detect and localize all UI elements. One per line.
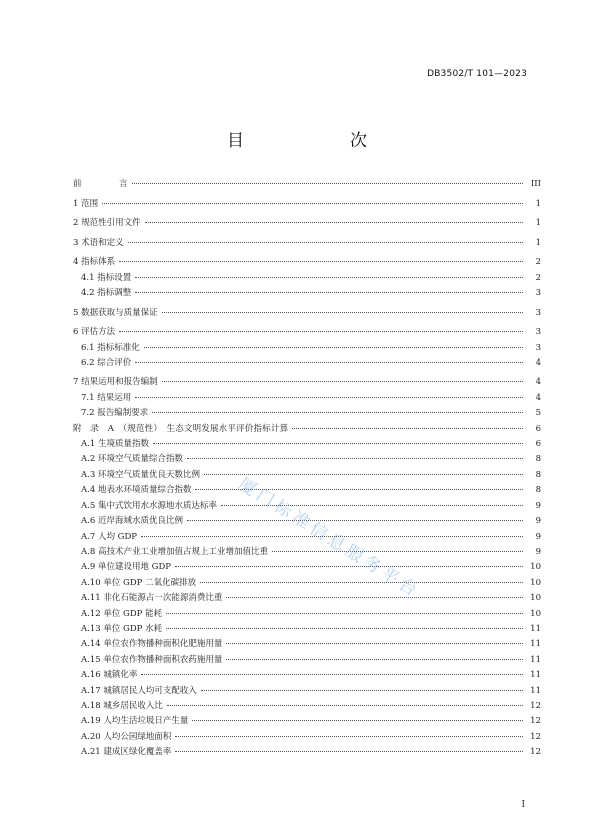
toc-entry-label: A.6 近岸海域水质优良比例	[81, 516, 183, 527]
toc-entry-page: 8	[535, 485, 541, 496]
dot-leader	[201, 690, 523, 691]
toc-entry-page: 11	[530, 654, 541, 665]
dot-leader	[135, 397, 523, 398]
toc-entry-label: A.17 城镇居民人均可支配收入	[81, 685, 197, 696]
toc-entry-page: 5	[535, 408, 541, 419]
dot-leader	[153, 443, 523, 444]
dot-leader	[175, 751, 523, 752]
toc-entry-label: A.19 人均生活垃圾日产生量	[81, 716, 189, 727]
toc-entry-label: 7.2 报告编制要求	[81, 408, 149, 419]
page-title: 目 次	[227, 131, 391, 151]
toc-entry-page: 8	[535, 454, 541, 465]
toc-entry-page: 11	[530, 623, 541, 634]
toc-entry-page: 4	[535, 392, 541, 403]
dot-leader	[141, 674, 523, 675]
toc-entry-label: A.16 城镇化率	[81, 670, 138, 681]
toc-entry-label: A.4 地表水环境质量综合指数	[81, 485, 192, 496]
toc-entry-page: 10	[530, 593, 541, 604]
dot-leader	[119, 261, 523, 262]
toc-entry[interactable]	[73, 699, 541, 714]
toc-entry[interactable]	[73, 637, 541, 652]
toc-entry[interactable]	[73, 714, 541, 729]
toc-entry[interactable]	[73, 576, 541, 591]
toc-entry-page: 10	[530, 577, 541, 588]
toc-entry-page: 1	[535, 237, 541, 248]
toc-entry-page: 4	[535, 357, 541, 368]
toc-entry[interactable]	[73, 356, 541, 371]
toc-entry[interactable]	[73, 437, 541, 452]
dot-leader	[226, 659, 523, 660]
toc-entry[interactable]	[73, 391, 541, 406]
toc-entry[interactable]	[73, 607, 541, 622]
toc-entry-page: 8	[535, 469, 541, 480]
dot-leader	[221, 505, 523, 506]
toc-entry-label: A.7 人均 GDP	[81, 531, 137, 542]
dot-leader	[195, 489, 523, 490]
dot-leader	[166, 613, 523, 614]
toc-entry-label: A.14 单位农作物播种面积化肥施用量	[81, 639, 223, 650]
dot-leader	[128, 242, 523, 243]
footer-page-number: I	[521, 800, 525, 810]
toc-entry-label: 6 评估方法	[73, 327, 116, 338]
toc-entry[interactable]	[73, 271, 541, 286]
dot-leader	[187, 520, 523, 521]
dot-leader	[187, 458, 523, 459]
toc-entry[interactable]	[73, 730, 541, 745]
toc-entry-page: 12	[530, 716, 541, 727]
toc-entry[interactable]	[73, 499, 541, 514]
toc-entry[interactable]	[73, 668, 541, 683]
dot-leader	[135, 292, 523, 293]
toc-entry[interactable]	[73, 306, 541, 321]
dot-leader	[162, 312, 523, 313]
toc-entry-label: A.15 单位农作物播种面积农药施用量	[81, 654, 223, 665]
toc-entry-page: 2	[535, 257, 541, 268]
toc-entry-label: 2 规范性引用文件	[73, 218, 141, 229]
table-of-contents	[73, 177, 541, 761]
toc-entry-page: 11	[530, 670, 541, 681]
toc-entry-page: 9	[535, 546, 541, 557]
toc-entry[interactable]	[73, 530, 541, 545]
toc-entry-label: 1 范围	[73, 198, 99, 209]
toc-entry-page: 12	[530, 731, 541, 742]
toc-entry-page: 1	[535, 198, 541, 209]
toc-entry[interactable]	[73, 560, 541, 575]
toc-entry[interactable]	[73, 591, 541, 606]
toc-entry-page: 6	[535, 423, 541, 434]
toc-entry[interactable]	[73, 375, 541, 390]
toc-entry[interactable]	[73, 255, 541, 270]
toc-entry-label: 3 术语和定义	[73, 237, 124, 248]
toc-entry-label: A.2 环境空气质量综合指数	[81, 454, 183, 465]
toc-entry-label: A.18 城乡居民收入比	[81, 700, 163, 711]
dot-leader	[102, 203, 523, 204]
toc-entry[interactable]	[73, 653, 541, 668]
toc-entry-label: 附 录 A （规范性） 生态文明发展水平评价指标计算	[73, 423, 289, 434]
toc-entry-page: 9	[535, 516, 541, 527]
toc-entry[interactable]	[73, 216, 541, 231]
toc-entry-label: A.20 人均公园绿地面积	[81, 731, 172, 742]
toc-entry[interactable]	[73, 622, 541, 637]
toc-entry-label: 7 结果运用和报告编制	[73, 377, 158, 388]
toc-entry[interactable]	[73, 468, 541, 483]
toc-entry-label: A.9 单位建设用地 GDP	[81, 562, 171, 573]
toc-entry-label: A.21 建成区绿化覆盖率	[81, 747, 172, 758]
toc-entry-page: 6	[535, 439, 541, 450]
toc-entry-label: A.11 非化石能源占一次能源消费比重	[81, 593, 223, 604]
dot-leader	[175, 566, 523, 567]
toc-entry-page: 12	[530, 700, 541, 711]
toc-entry-label: A.12 单位 GDP 能耗	[81, 608, 163, 619]
toc-entry-page: 2	[535, 272, 541, 283]
dot-leader	[162, 381, 523, 382]
dot-leader	[226, 643, 523, 644]
toc-entry-page: 4	[535, 377, 541, 388]
dot-leader	[135, 277, 523, 278]
dot-leader	[272, 551, 523, 552]
toc-entry-label: 6.1 指标标准化	[81, 342, 140, 353]
toc-entry[interactable]	[73, 452, 541, 467]
dot-leader	[292, 428, 523, 429]
toc-entry-label: 4.1 指标设置	[81, 272, 132, 283]
toc-entry[interactable]	[73, 483, 541, 498]
toc-entry-label: A.5 集中式饮用水水源地水质达标率	[81, 500, 217, 511]
watermark: 厦门标准信息服务平台	[234, 474, 424, 603]
toc-entry[interactable]	[73, 177, 541, 192]
toc-entry-page: 12	[530, 747, 541, 758]
dot-leader	[152, 412, 523, 413]
toc-entry[interactable]	[73, 341, 541, 356]
toc-entry[interactable]	[73, 545, 541, 560]
dot-leader	[166, 628, 523, 629]
toc-entry[interactable]	[73, 286, 541, 301]
dot-leader	[192, 720, 523, 721]
toc-entry-page: 10	[530, 608, 541, 619]
toc-entry[interactable]	[73, 406, 541, 421]
toc-entry-page: 9	[535, 531, 541, 542]
toc-entry[interactable]	[73, 514, 541, 529]
dot-leader	[144, 347, 523, 348]
toc-entry[interactable]	[73, 197, 541, 212]
toc-entry[interactable]	[73, 684, 541, 699]
toc-entry-label: 6.2 综合评价	[81, 357, 132, 368]
dot-leader	[132, 183, 523, 184]
toc-entry-page: 3	[535, 288, 541, 298]
toc-entry-page: III	[530, 179, 541, 189]
toc-entry-page: 11	[530, 685, 541, 696]
toc-entry-label: 前 言	[73, 179, 128, 189]
dot-leader	[145, 222, 523, 223]
toc-entry-page: 3	[535, 327, 541, 338]
toc-entry-label: A.13 单位 GDP 水耗	[81, 623, 163, 634]
toc-entry-label: 7.1 结果运用	[81, 392, 132, 403]
toc-entry-label: A.10 单位 GDP 二氧化碳排放	[81, 577, 197, 588]
toc-entry-page: 11	[530, 639, 541, 650]
dot-leader	[204, 474, 523, 475]
dot-leader	[135, 362, 523, 363]
dot-leader	[141, 536, 523, 537]
dot-leader	[200, 582, 523, 583]
toc-entry[interactable]	[73, 422, 541, 437]
document-code: DB3502/T 101—2023	[427, 69, 527, 79]
toc-entry[interactable]	[73, 236, 541, 251]
toc-entry-label: A.1 生境质量指数	[81, 439, 149, 450]
toc-entry-label: 5 数据获取与质量保证	[73, 307, 158, 318]
toc-entry-label: 4.2 指标调整	[81, 288, 132, 298]
toc-entry[interactable]	[73, 745, 541, 760]
toc-entry-page: 10	[530, 562, 541, 573]
dot-leader	[175, 736, 523, 737]
dot-leader	[226, 597, 523, 598]
toc-entry-label: 4 指标体系	[73, 257, 116, 268]
dot-leader	[119, 331, 523, 332]
toc-entry-page: 3	[535, 307, 541, 318]
toc-entry-page: 9	[535, 500, 541, 511]
dot-leader	[167, 705, 523, 706]
toc-entry-page: 1	[535, 218, 541, 229]
toc-entry-label: A.8 高技术产业工业增加值占规上工业增加值比重	[81, 546, 268, 557]
toc-entry-page: 3	[535, 342, 541, 353]
toc-entry-label: A.3 环境空气质量优良天数比例	[81, 469, 200, 480]
toc-entry[interactable]	[73, 325, 541, 340]
